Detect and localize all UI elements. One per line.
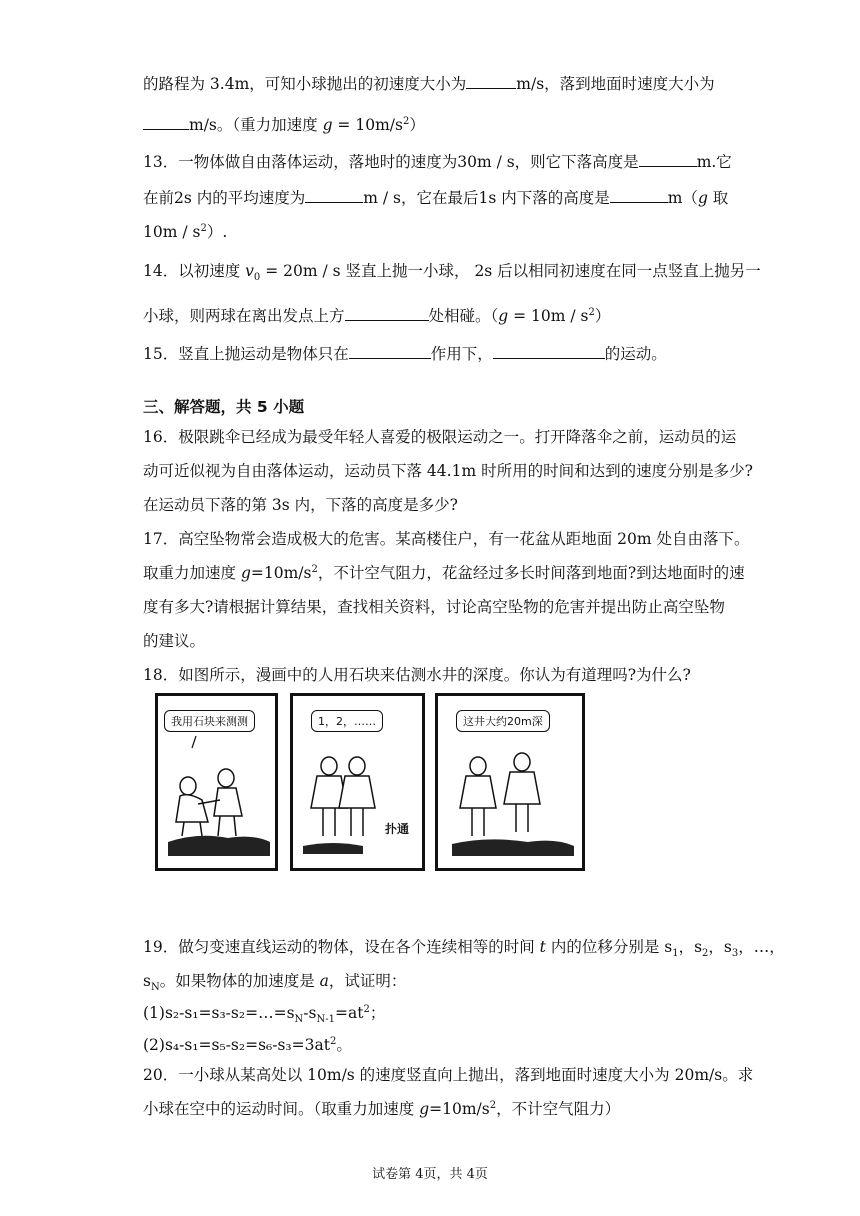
q17-line-4: 的建议。 xyxy=(143,632,206,650)
t-symbol: t xyxy=(539,938,546,956)
q14-line-2 xyxy=(143,304,610,326)
q19-text: 19．做匀变速直线运动的物体，设在各个连续相等的时间 xyxy=(143,938,540,956)
q19-text: ； xyxy=(369,1004,386,1022)
q17-text: =10m/s xyxy=(250,564,312,582)
q19-text: 内的位移分别是 s xyxy=(545,938,673,956)
q13-line-3 xyxy=(143,220,227,242)
q12-text: m/s。（重力加速度 xyxy=(189,116,323,134)
q12-line-2 xyxy=(143,113,425,135)
q19-text: ，s xyxy=(678,938,703,956)
q17-line-1: 17．高空坠物常会造成极大的危害。某高楼住户，有一花盆从距地面 20m 处自由落下。 xyxy=(143,530,750,548)
exponent: 2 xyxy=(402,115,410,127)
page-footer: 试卷第 4页，共 4页 xyxy=(372,1167,488,1182)
q16-line-3: 在运动员下落的第 3s 内，下落的高度是多少? xyxy=(143,496,458,514)
q20-line-1: 20．一小球从某高处以 10m/s 的速度竖直向上抛出，落到地面时速度大小为 20m/s。求 xyxy=(143,1066,754,1084)
splash-sound: 扑通 xyxy=(385,822,410,836)
comic-panel-1 xyxy=(155,693,278,871)
q15-text: 15．竖直上抛运动是物体只在 xyxy=(143,345,349,363)
q12-text: = 10m/s xyxy=(332,116,403,134)
q13-text: m / s，它在最后1s 内下落的高度是 xyxy=(363,189,610,207)
q14-text: ） xyxy=(594,307,611,325)
subscript: 3 xyxy=(731,948,739,960)
subscript: 2 xyxy=(702,948,709,960)
comic-panel-2 xyxy=(290,693,425,871)
q19-text: s xyxy=(143,972,151,990)
q19-text: 。如果物体的加速度是 xyxy=(159,972,320,990)
q12-line-1 xyxy=(143,72,715,94)
q19-text: ，试证明： xyxy=(328,972,407,990)
q19-proof-1 xyxy=(143,1001,385,1025)
g-symbol: g xyxy=(240,564,251,582)
speech-bubble: 我用石块来测测 xyxy=(164,710,255,732)
q14-text: 小球，则两球在离出发点上方 xyxy=(143,307,345,325)
q17-text: 取重力加速度 xyxy=(143,564,241,582)
subscript: 0 xyxy=(253,272,261,284)
answer-blank xyxy=(345,306,429,321)
answer-blank xyxy=(639,152,697,167)
q13-text: 取 xyxy=(707,189,729,207)
subscript: N xyxy=(150,982,160,994)
g-symbol: g xyxy=(697,189,708,207)
q17-text: ，不计空气阻力，花盆经过多长时间落到地面?到达地面时的速 xyxy=(317,564,745,582)
exponent: 2 xyxy=(588,306,595,318)
q14-line-1 xyxy=(143,259,761,283)
q19-text: (2)s₄-s₁=s₅-s₂=s₆-s₃=3at xyxy=(143,1036,330,1054)
q13-text: 13．一物体做自由落体运动，落地时的速度为30m / s，则它下落高度是 xyxy=(143,153,639,171)
answer-blank xyxy=(610,188,668,203)
q13-text: ）. xyxy=(206,223,228,241)
q12-text: m/s，落到地面时速度大小为 xyxy=(516,75,715,93)
figures-drawing xyxy=(293,696,422,868)
g-symbol: g xyxy=(419,1100,430,1118)
q19-text: ，s xyxy=(708,938,732,956)
exponent: 2 xyxy=(311,563,318,575)
q19-line-1 xyxy=(143,935,785,959)
q19-text: (1)s₂-s₁=s₃-s₂=…=s xyxy=(143,1004,295,1022)
well-comic xyxy=(155,693,585,873)
answer-blank xyxy=(143,115,189,130)
q20-text: =10m/s xyxy=(429,1100,490,1118)
q13-text: m（ xyxy=(667,189,698,207)
q13-text: m.它 xyxy=(696,153,732,171)
q19-text: ，…， xyxy=(738,938,785,956)
q20-line-2 xyxy=(143,1097,620,1119)
q15-text: 作用下， xyxy=(430,345,493,363)
q16-line-1: 16．极限跳伞已经成为最受年轻人喜爱的极限运动之一。打开降落伞之前，运动员的运 xyxy=(143,428,737,446)
q13-line-2 xyxy=(143,186,728,208)
answer-blank xyxy=(305,188,363,203)
q18-line-1: 18．如图所示，漫画中的人用石块来估测水井的深度。你认为有道理吗?为什么? xyxy=(143,666,691,684)
q19-proof-2 xyxy=(143,1033,352,1055)
q19-line-2 xyxy=(143,969,406,993)
answer-blank xyxy=(493,344,605,359)
q13-line-1 xyxy=(143,150,732,172)
section-heading: 三、解答题，共 5 小题 xyxy=(143,398,305,416)
subscript: 1 xyxy=(672,948,679,960)
q19-text: 。 xyxy=(336,1036,352,1054)
q15-text: 的运动。 xyxy=(604,345,667,363)
subscript: N-1 xyxy=(316,1014,335,1026)
q14-text: = 20m / s 竖直上抛一小球， 2s 后以相同初速度在同一点竖直上抛另一 xyxy=(260,262,761,280)
q17-line-2 xyxy=(143,561,745,583)
v-symbol: v xyxy=(245,262,254,280)
q12-text: 的路程为 3.4m，可知小球抛出的初速度大小为 xyxy=(143,75,467,93)
speech-bubble: 这井大约20m深 xyxy=(456,710,550,732)
q19-text: =at xyxy=(334,1004,364,1022)
q12-text: ） xyxy=(409,116,425,134)
q14-text: 处相碰。（ xyxy=(428,307,499,325)
g-symbol: g xyxy=(498,307,509,325)
q19-text: -s xyxy=(303,1004,317,1022)
q13-text: 10m / s xyxy=(143,223,201,241)
q16-line-2: 动可近似视为自由落体运动，运动员下落 44.1m 时所用的时间和达到的速度分别是多少? xyxy=(143,462,753,480)
speech-bubble: 1，2，…… xyxy=(311,710,383,732)
exponent: 2 xyxy=(200,222,207,234)
q14-text: = 10m / s xyxy=(508,307,589,325)
q14-text: 14．以初速度 xyxy=(143,262,246,280)
exponent: 2 xyxy=(329,1035,337,1047)
q20-text: ，不计空气阻力） xyxy=(496,1100,621,1118)
a-symbol: a xyxy=(319,972,329,990)
exponent: 2 xyxy=(489,1099,497,1111)
comic-panel-3 xyxy=(435,693,585,871)
figures-drawing xyxy=(438,696,582,868)
g-symbol: g xyxy=(322,116,333,134)
answer-blank xyxy=(349,344,431,359)
answer-blank xyxy=(466,74,516,89)
q13-text: 在前2s 内的平均速度为 xyxy=(143,189,306,207)
q20-text: 小球在空中的运动时间。（取重力加速度 xyxy=(143,1100,420,1118)
q15-line-1 xyxy=(143,342,667,364)
exponent: 2 xyxy=(363,1003,370,1015)
subscript: N xyxy=(294,1014,304,1026)
figures-drawing xyxy=(158,696,275,868)
q17-line-3: 度有多大?请根据计算结果，查找相关资料，讨论高空坠物的危害并提出防止高空坠物 xyxy=(143,598,725,616)
